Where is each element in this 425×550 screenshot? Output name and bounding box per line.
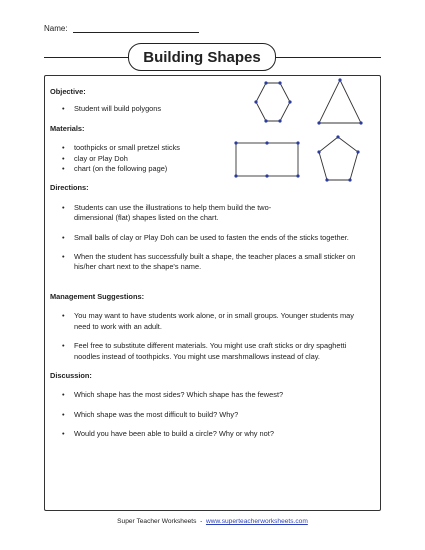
management-item: • You may want to have students work alone, or in small groups. Younger students may need to work with an adult. bbox=[50, 311, 375, 332]
name-label: Name: bbox=[44, 24, 68, 33]
materials-heading: Materials: bbox=[50, 123, 85, 133]
discussion-item: • Would you have been able to build a circle? Why or why not? bbox=[50, 429, 375, 439]
management-item: • Feel free to substitute different materials. You might use craft sticks or dry spaghetti noodles instead of toothpicks. You might use marshmallows instead of clay. bbox=[50, 341, 375, 362]
materials-item: • chart (on the following page) bbox=[50, 164, 375, 174]
footer-link[interactable]: www.superteacherworksheets.com bbox=[205, 518, 308, 525]
directions-item: • Small balls of clay or Play Doh can be used to fasten the ends of the sticks together. bbox=[50, 233, 375, 243]
materials-item: • clay or Play Doh bbox=[50, 154, 375, 164]
worksheet-content bbox=[50, 80, 375, 440]
directions-heading: Directions: bbox=[50, 183, 89, 193]
materials-item: • toothpicks or small pretzel sticks bbox=[50, 143, 375, 153]
directions-item: • Students can use the illustrations to help them build the two-dimensional (flat) shapes listed on the chart. bbox=[50, 203, 375, 224]
management-heading: Management Suggestions: bbox=[50, 291, 145, 301]
footer-text: Super Teacher Worksheets - bbox=[117, 518, 206, 525]
discussion-item: • Which shape has the most sides? Which shape has the fewest? bbox=[50, 390, 375, 400]
discussion-item: • Which shape was the most difficult to build? Why? bbox=[50, 410, 375, 420]
name-row bbox=[44, 24, 199, 33]
objective-heading: Objective: bbox=[50, 87, 86, 96]
name-line bbox=[73, 24, 199, 33]
page-title: Building Shapes bbox=[128, 43, 276, 71]
footer bbox=[0, 518, 425, 525]
objective-item: • Student will build polygons bbox=[50, 104, 375, 114]
directions-item: • When the student has successfully built a shape, the teacher places a small sticker on his/her chart next to the shape's name. bbox=[50, 252, 375, 273]
discussion-heading: Discussion: bbox=[50, 370, 92, 380]
